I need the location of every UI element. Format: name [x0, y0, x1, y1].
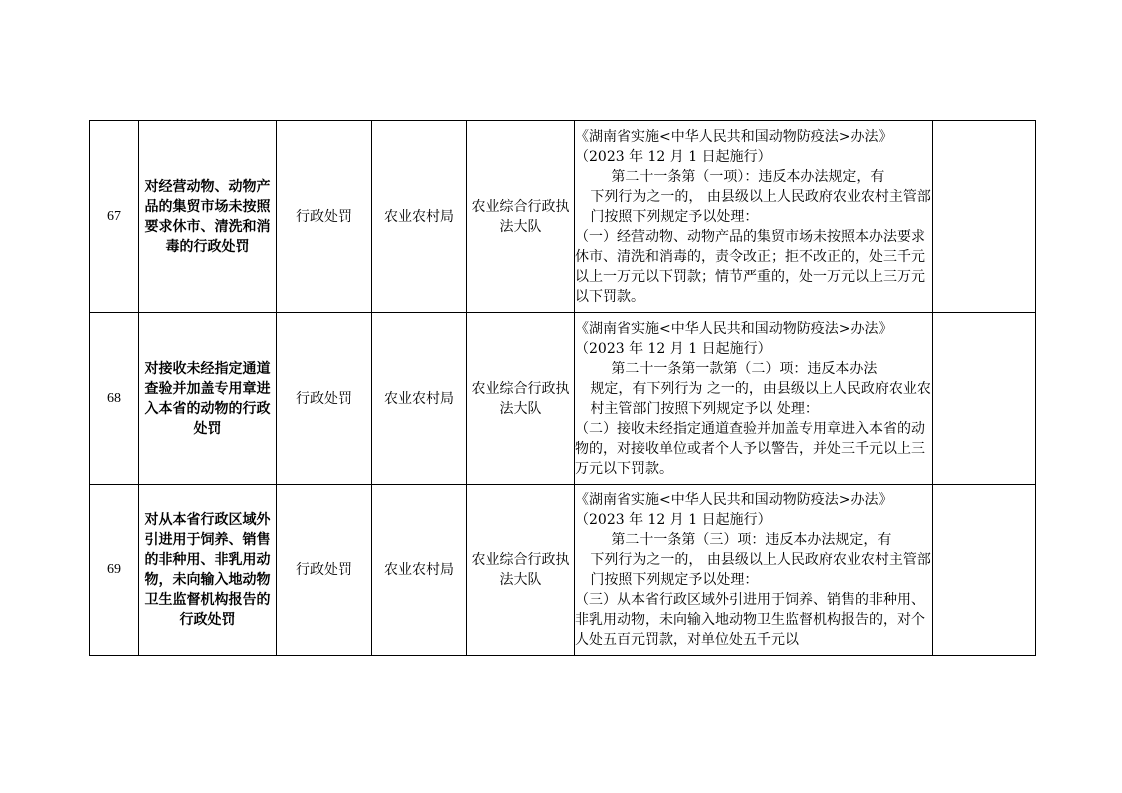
clause-text: （一）经营动物、动物产品的集贸市场未按照本办法要求休市、清洗和消毒的，责令改正；拒不改正的，处三千元以上一万元以下罚款；情节严重的，处一万元以上三万元以下罚款。	[575, 228, 925, 305]
law-title: 《湖南省实施<中华人民共和国动物防疫法>办法》	[575, 128, 893, 145]
table-row	[90, 313, 1036, 485]
row-number: 67	[90, 121, 139, 313]
effective-date: （2023 年 12 月 1 日起施行）	[575, 340, 772, 357]
clause-text: （二）接收未经指定通道查验并加盖专用章进入本省的动物的，对接收单位或者个人予以警告，并处三千元以上三万元以下罚款。	[575, 420, 925, 477]
law-title: 《湖南省实施<中华人民共和国动物防疫法>办法》	[575, 492, 893, 508]
item-name: 对接收未经指定通道查验并加盖专用章进入本省的动物的行政处罚	[139, 313, 277, 485]
remarks-cell	[933, 313, 1036, 485]
legal-basis	[575, 313, 933, 485]
law-title: 《湖南省实施<中华人民共和国动物防疫法>办法》	[575, 320, 893, 337]
department: 农业农村局	[372, 121, 467, 313]
row-number: 69	[90, 485, 139, 656]
penalty-items-table	[89, 120, 1036, 656]
enforcement-unit: 农业综合行政执法大队	[467, 313, 575, 485]
table-row	[90, 485, 1036, 656]
effective-date: （2023 年 12 月 1 日起施行）	[575, 148, 772, 165]
item-category: 行政处罚	[277, 485, 372, 656]
item-name: 对经营动物、动物产品的集贸市场未按照要求休市、清洗和消毒的行政处罚	[139, 121, 277, 313]
effective-date: （2023 年 12 月 1 日起施行）	[575, 512, 772, 528]
item-category: 行政处罚	[277, 121, 372, 313]
table-row	[90, 121, 1036, 313]
article-continuation: 规定，有下列行为 之一的，由县级以上人民政府农业农村主管部门按照下列规定予以 处理：	[590, 380, 931, 417]
article-continuation: 下列行为之一的， 由县级以上人民政府农业农村主管部门按照下列规定予以处理：	[590, 188, 931, 225]
enforcement-unit: 农业综合行政执法大队	[467, 121, 575, 313]
article-text: 第二十一条第（一项）：违反本办法规定，有	[611, 168, 885, 185]
enforcement-unit: 农业综合行政执法大队	[467, 485, 575, 656]
clause-text: （三）从本省行政区域外引进用于饲养、销售的非种用、非乳用动物，未向输入地动物卫生监督机构报告的，对个人处五百元罚款，对单位处五千元以	[575, 592, 925, 648]
remarks-cell	[933, 121, 1036, 313]
row-number: 68	[90, 313, 139, 485]
department: 农业农村局	[372, 485, 467, 656]
item-category: 行政处罚	[277, 313, 372, 485]
remarks-cell	[933, 485, 1036, 656]
legal-basis	[575, 121, 933, 313]
article-text: 第二十一条第一款第（二）项：违反本办法	[611, 360, 878, 377]
department: 农业农村局	[372, 313, 467, 485]
article-continuation: 下列行为之一的， 由县级以上人民政府农业农村主管部门按照下列规定予以处理：	[590, 552, 931, 588]
article-text: 第二十一条第（三）项：违反本办法规定，有	[611, 532, 892, 548]
legal-basis	[575, 485, 933, 656]
item-name: 对从本省行政区域外引进用于饲养、销售的非种用、非乳用动物，未向输入地动物卫生监督机构报告的行政处罚	[139, 485, 277, 656]
